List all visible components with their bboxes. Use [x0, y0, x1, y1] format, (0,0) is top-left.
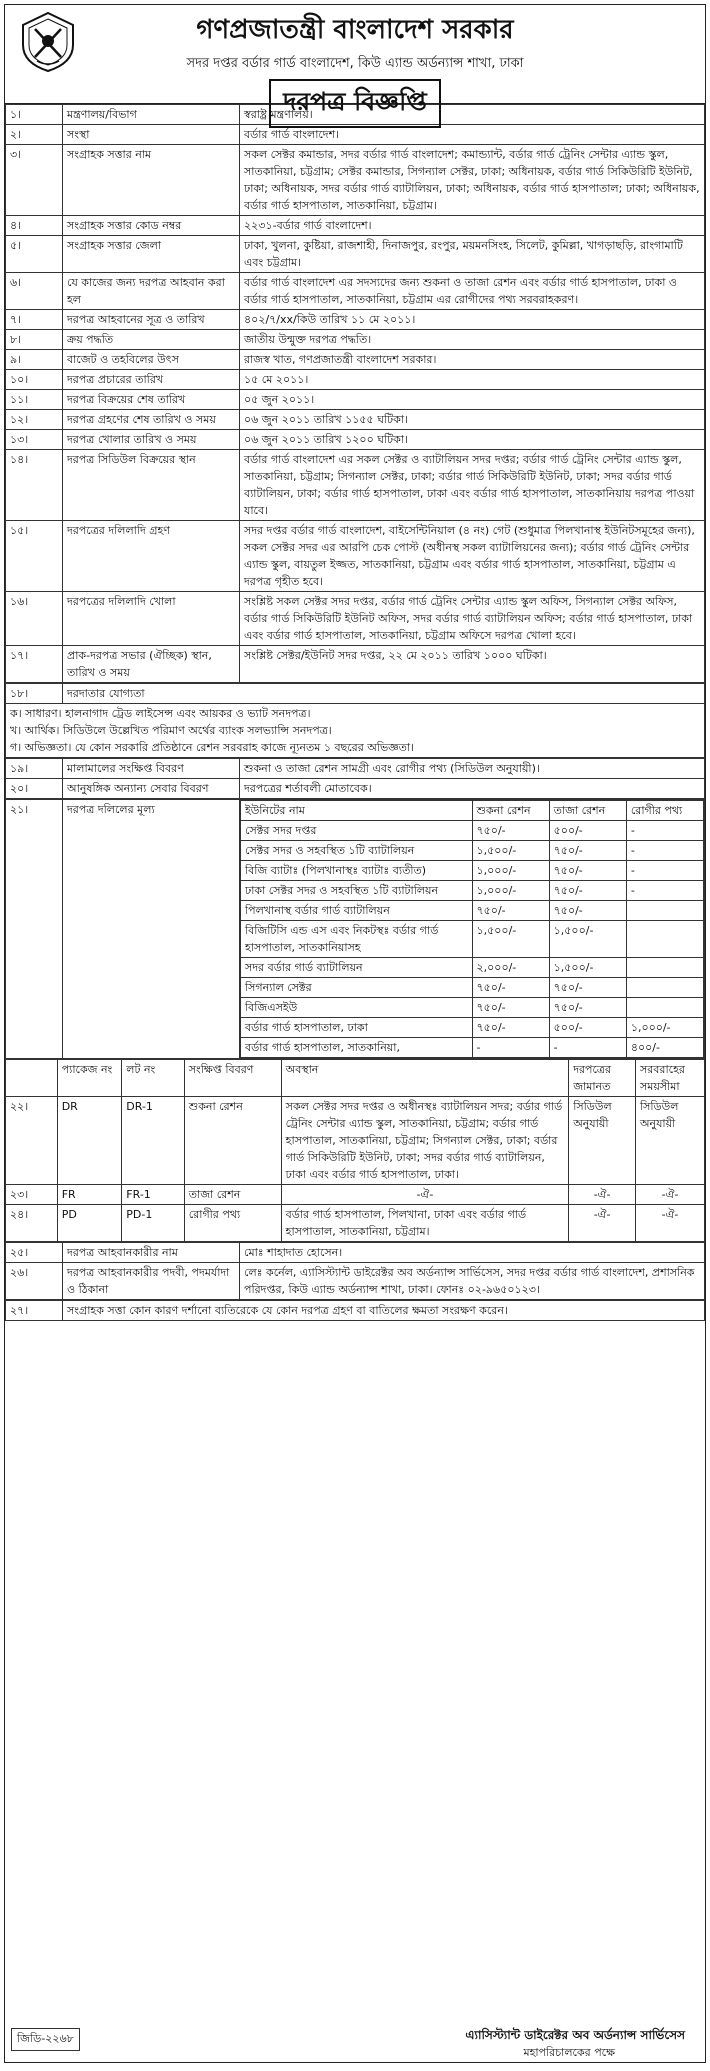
package-header-row: [6, 1060, 705, 1097]
qualification-item: খ। আর্থিক। সিডিউলে উল্লেখিত পরিমাণ অর্থের ব্যাংক সলভ্যান্সি সনদপত্র।: [10, 724, 332, 737]
package-table: [5, 1059, 705, 1242]
row-serial: ৮।: [6, 330, 63, 350]
row-serial: ১৩।: [6, 430, 63, 450]
row-label: মালামালের সংক্ষিপ্ত বিবরণ: [63, 759, 240, 779]
package-location: -ঐ-: [281, 1185, 569, 1205]
detail-row: [6, 350, 705, 370]
price-value: ৭৫০/-: [549, 881, 626, 901]
row-serial: ১৫।: [6, 521, 63, 592]
bgb-emblem-icon: [19, 11, 77, 73]
document-price-table: [5, 799, 705, 1059]
qualification-item: গ। অভিজ্ঞতা। যে কোন সরকারি প্রতিষ্ঠানে রেশন সরবরাহ কাজে ন্যূনতম ১ বছরের অভিজ্ঞতা।: [10, 741, 415, 754]
price-value: -: [626, 881, 703, 901]
price-value: ২,০০০/-: [472, 958, 549, 978]
price-value: ১,০০০/-: [626, 1018, 703, 1038]
row-value: সকল সেক্টর কমান্ডার, সদর বর্ডার গার্ড বাংলাদেশ; কমান্ড্যান্ট, বর্ডার গার্ড ট্রেনিং সেন্টার এ্যান্ড স্কুল, সাতকানিয়া, চট্টগ্রাম; সেক্টর কমান্ডার, সিগন্যাল সেক্টর, ঢাকা; অধিনায়ক, বর্ডার গার্ড সিকিউরিটি ইউনিট, ঢাকা; অধিনায়ক, সদর বর্ডার গার্ড ব্যাটালিয়ন, ঢাকা; অধিনায়ক, বর্ডার গার্ড হাসপাতাল; ঢাকা; অধিনায়ক, বর্ডার গার্ড হাসপাতাল, সাতকানিয়া, চট্টগ্রাম।: [240, 145, 705, 216]
unit-name: বিজিটিসি এন্ড এস এবং নিকটস্থঃ বর্ডার গার্ড হাসপাতাল, সাতকানিয়াসহ: [241, 921, 473, 958]
price-value: ৭৫০/-: [549, 978, 626, 998]
price-row: [241, 841, 704, 861]
row-value: সংশ্লিষ্ট সকল সেক্টর সদর দপ্তর, বর্ডার গার্ড ট্রেনিং সেন্টার এ্যান্ড স্কুল অফিস, সিগন্যাল সেক্টর অফিস, বর্ডার গার্ড সিকিউরিটি ইউনিট অফিস, সদর বর্ডার গার্ড ব্যাটালিয়ন অফিস; বর্ডার গার্ড হাসপাতাল, ঢাকা এবং বর্ডার গার্ড হাসপাতাল, সাতকানিয়া, চট্টগ্রাম অফিসে দরপত্র খোলা হবে।: [240, 592, 705, 646]
package-row: [6, 1205, 705, 1242]
row-serial: ২১।: [6, 800, 63, 1059]
unit-name: সদর বর্ডার গার্ড ব্যাটালিয়ন: [241, 958, 473, 978]
package-description: শুকনা রেশন: [184, 1097, 281, 1185]
row-value: বর্ডার গার্ড বাংলাদেশ এর সদস্যদের জন্য শুকনা ও তাজা রেশন এবং বর্ডার গার্ড হাসপাতাল, ঢাকা ও বর্ডার গার্ড হাসপাতাল, সাতকানিয়া, চট্টগ্রাম এর রোগীদের পথ্য সরবরাহকরণ।: [240, 273, 705, 310]
row-serial: ১০।: [6, 370, 63, 390]
detail-row: [6, 310, 705, 330]
row-value: মোঃ শাহাদাত হোসেন।: [240, 1243, 705, 1263]
price-value: ১,০০০/-: [472, 861, 549, 881]
row-serial: ৫।: [6, 236, 63, 273]
package-header-cell: প্যাকেজ নং: [57, 1060, 122, 1097]
qualification-block: [63, 684, 705, 704]
package-delivery-time: -ঐ-: [635, 1185, 704, 1205]
package-number: DR: [57, 1097, 122, 1185]
qualification-title: দরদাতার যোগ্যতা: [67, 687, 145, 700]
detail-row: [6, 390, 705, 410]
price-value: -: [549, 1038, 626, 1058]
row-label: দরপত্র দলিলের মূল্য: [63, 800, 240, 1059]
package-delivery-time: সিডিউল অনুযায়ী: [635, 1097, 704, 1185]
row-value: স্বরাষ্ট্র মন্ত্রণালয়।: [240, 105, 705, 125]
qualification-section: [5, 683, 705, 758]
package-number: PD: [57, 1205, 122, 1242]
qualification-items: [6, 704, 705, 758]
row-label: সংস্থা: [63, 125, 240, 145]
price-value: ৭৫০/-: [549, 841, 626, 861]
row-serial: ৯।: [6, 350, 63, 370]
row-serial: ৬।: [6, 273, 63, 310]
row-value: ঢাকা, খুলনা, কুষ্টিয়া, রাজশাহী, দিনাজপুর, রংপুর, ময়মনসিংহ, সিলেট, কুমিল্লা, খাগড়াছড়ি, রাংগামাটি এবং চট্টগ্রাম।: [240, 236, 705, 273]
package-security: -ঐ-: [569, 1185, 636, 1205]
price-row: [241, 958, 704, 978]
unit-name: সিগন্যাল সেক্টর: [241, 978, 473, 998]
row-serial: ২২।: [6, 1097, 58, 1185]
row-label: দরপত্র খোলার তারিখ ও সময়: [63, 430, 240, 450]
unit-name: বিজি ব্যাটাঃ (পিলখানাস্থঃ ব্যাটাঃ ব্যতীত): [241, 861, 473, 881]
row-label: দরপত্র আহবানকারীর নাম: [63, 1243, 240, 1263]
row-serial: ১২।: [6, 410, 63, 430]
row-serial: ২৬।: [6, 1263, 63, 1300]
row-serial: ২।: [6, 125, 63, 145]
price-value: ৭৫০/-: [472, 978, 549, 998]
price-header-cell: রোগীর পথ্য: [626, 801, 703, 821]
unit-name: সেক্টর সদর দপ্তর: [241, 821, 473, 841]
detail-row: [6, 521, 705, 592]
package-row: [6, 1097, 705, 1185]
row-value: ৪০২/৭/xx/কিউ তারিখ ১১ মে ২০১১।: [240, 310, 705, 330]
row-serial: ১।: [6, 105, 63, 125]
package-header-cell: লট নং: [122, 1060, 184, 1097]
price-value: ৫০০/-: [549, 821, 626, 841]
price-value: ১,৫০০/-: [549, 921, 626, 958]
package-header-cell: সংক্ষিপ্ত বিবরণ: [184, 1060, 281, 1097]
row-value: লেঃ কর্নেল, এ্যাসিস্ট্যান্ট ডাইরেক্টর অব অর্ডন্যান্স সার্ভিসেস, সদর দপ্তর বর্ডার গার্ড বাংলাদেশ, প্রশাসনিক পরিদপ্তর, কিউ এ্যান্ড অর্ডন্যান্স শাখা, ঢাকা। ফোনঃ ০২-৯৬৫০১২৩।: [240, 1263, 705, 1300]
row-label: দরপত্রের দলিলাদি খোলা: [63, 592, 240, 646]
detail-row: [6, 216, 705, 236]
package-header-cell: অবস্থান: [281, 1060, 569, 1097]
row-value: দরপত্রের শর্তাবলী মোতাবেক।: [240, 779, 705, 799]
row-value: ০৬ জুন ২০১১ তারিখ ১১৫৫ ঘটিকা।: [240, 410, 705, 430]
row-label: দরপত্র সিডিউল বিক্রয়ের স্থান: [63, 450, 240, 521]
row-label: দরপত্র প্রচারের তারিখ: [63, 370, 240, 390]
row-serial: ১৬।: [6, 592, 63, 646]
price-value: ৭৫০/-: [472, 901, 549, 921]
row-label: সংগ্রাহক সত্তার নাম: [63, 145, 240, 216]
price-value: ৪০০/-: [626, 1038, 703, 1058]
row-value: জাতীয় উন্মুক্ত দরপত্র পদ্ধতি।: [240, 330, 705, 350]
price-value: ৫০০/-: [549, 1018, 626, 1038]
unit-name: বর্ডার গার্ড হাসপাতাল, ঢাকা: [241, 1018, 473, 1038]
price-row: [241, 978, 704, 998]
lot-number: FR-1: [122, 1185, 184, 1205]
signatory-title: এ্যাসিস্ট্যান্ট ডাইরেক্টর অব অর্ডন্যান্স সার্ভিসেস: [465, 2028, 685, 2042]
price-value: ৭৫০/-: [549, 861, 626, 881]
price-value: ৭৫০/-: [472, 1018, 549, 1038]
row-label: দরপত্র আহবানের সূত্র ও তারিখ: [63, 310, 240, 330]
price-row: [241, 1038, 704, 1058]
detail-row: [6, 1263, 705, 1300]
package-number: FR: [57, 1185, 122, 1205]
row-value: সদর দপ্তর বর্ডার গার্ড বাংলাদেশ, বাইসেন্টিনিয়াল (৪ নং) গেট (শুধুমাত্র পিলখানাস্থ ইউনিটসমূহের জন্য), সকল সেক্টর সদর এর আরপি চেক পোস্ট (অধীনস্থ সকল ব্যাটালিয়নের জন্য); বর্ডার গার্ড ট্রেনিং সেন্টার এ্যান্ড স্কুল, বায়তুল ইজ্জত, সাতকানিয়া, চট্টগ্রাম এবং বর্ডার গার্ড হাসপাতাল, সাতকানিয়া, চট্টগ্রাম এ দরপত্র গৃহীত হবে।: [240, 521, 705, 592]
row-value: ১৫ মে ২০১১।: [240, 370, 705, 390]
row-value: বর্ডার গার্ড বাংলাদেশ।: [240, 125, 705, 145]
unit-name: বিজিএসইউ: [241, 998, 473, 1018]
lot-number: DR-1: [122, 1097, 184, 1185]
closing-text: সংগ্রাহক সত্তা কোন কারণ দর্শানো ব্যতিরেকে যে কোন দরপত্র গ্রহণ বা বাতিলের ক্ষমতা সংরক্ষণ করেন।: [63, 1301, 705, 1321]
row-serial: ১১।: [6, 390, 63, 410]
notice-title: দরপত্র বিজ্ঞপ্তি: [269, 79, 441, 128]
row-label: সংগ্রাহক সত্তার জেলা: [63, 236, 240, 273]
package-location: সকল সেক্টর সদর দপ্তর ও অধীনস্থঃ ব্যাটালিয়ন সদর; বর্ডার গার্ড ট্রেনিং সেন্টার এ্যান্ড স্কুল, সাতকানিয়া, চট্টগ্রাম; বর্ডার গার্ড হাসপাতাল, সাতকানিয়া, চট্টগ্রাম; সিগন্যাল সেক্টর, ঢাকা; বর্ডার গার্ড সিকিউরিটি ইউনিট, ঢাকা; সদর বর্ডার গার্ড ব্যাটালিয়ন, ঢাকা এবং বর্ডার গার্ড হাসপাতাল, ঢাকা।: [281, 1097, 569, 1185]
row-serial: ২৩।: [6, 1185, 58, 1205]
tender-details-table: [5, 104, 705, 683]
price-row: [241, 861, 704, 881]
detail-row: [6, 450, 705, 521]
row-serial: ৩।: [6, 145, 63, 216]
row-serial: ১৮।: [6, 684, 63, 704]
price-value: ৭৫০/-: [472, 998, 549, 1018]
price-value: [626, 901, 703, 921]
lot-number: PD-1: [122, 1205, 184, 1242]
goods-table: [5, 758, 705, 799]
package-row: [6, 1185, 705, 1205]
row-serial: ২০।: [6, 779, 63, 799]
detail-row: [6, 145, 705, 216]
price-value: [626, 978, 703, 998]
price-value: [626, 998, 703, 1018]
price-header-cell: শুকনা রেশন: [472, 801, 549, 821]
detail-row: [6, 236, 705, 273]
row-serial: ১৯।: [6, 759, 63, 779]
price-value: ১,৫০০/-: [472, 921, 549, 958]
row-serial: ৪।: [6, 216, 63, 236]
price-grid: [240, 800, 704, 1058]
row-serial: ২৭।: [6, 1301, 63, 1321]
package-description: রোগীর পথ্য: [184, 1205, 281, 1242]
row-label: যে কাজের জন্য দরপত্র আহবান করা হল: [63, 273, 240, 310]
row-label: মন্ত্রণালয়/বিভাগ: [63, 105, 240, 125]
package-delivery-time: -ঐ-: [635, 1205, 704, 1242]
government-title: গণপ্রজাতন্ত্রী বাংলাদেশ সরকার: [196, 15, 514, 45]
detail-row: [6, 430, 705, 450]
reference-number: জিডি-২২৬৮: [11, 2028, 80, 2051]
price-value: ৭৫০/-: [549, 998, 626, 1018]
detail-row: [6, 759, 705, 779]
signatory-subtitle: মহাপরিচালকের পক্ষে: [523, 2046, 615, 2059]
row-value: ২২৩১-বর্ডার গার্ড বাংলাদেশ।: [240, 216, 705, 236]
price-value: -: [472, 1038, 549, 1058]
package-location: বর্ডার গার্ড হাসপাতাল, পিলখানা, ঢাকা এবং বর্ডার গার্ড হাসপাতাল, সাতকানিয়া, চট্টগ্রাম।: [281, 1205, 569, 1242]
office-subtitle: সদর দপ্তর বর্ডার গার্ড বাংলাদেশ, কিউ এ্যান্ড অর্ডন্যান্স শাখা, ঢাকা: [186, 56, 524, 71]
notice-footer: [5, 2024, 705, 2062]
row-label: বাজেট ও তহবিলের উৎস: [63, 350, 240, 370]
price-value: -: [626, 861, 703, 881]
unit-name: সেক্টর সদর ও সহবস্থিত ১টি ব্যাটালিয়ন: [241, 841, 473, 861]
price-row: [241, 821, 704, 841]
package-description: তাজা রেশন: [184, 1185, 281, 1205]
price-header-row: [241, 801, 704, 821]
price-row: [241, 998, 704, 1018]
row-label: আনুষঙ্গিক অন্যান্য সেবার বিবরণ: [63, 779, 240, 799]
price-value: [626, 958, 703, 978]
unit-name: পিলখানাস্থ বর্ডার গার্ড ব্যাটালিয়ন: [241, 901, 473, 921]
row-label: দরপত্র বিক্রয়ের শেষ তারিখ: [63, 390, 240, 410]
row-label: প্রাক-দরপত্র সভার (ঐচ্ছিক) স্থান, তারিখ ও সময়: [63, 646, 240, 683]
issuer-table: [5, 1242, 705, 1300]
row-value: ০৬ জুন ২০১১ তারিখ ১২০০ ঘটিকা।: [240, 430, 705, 450]
price-value: ৭৫০/-: [472, 821, 549, 841]
detail-row: [6, 410, 705, 430]
detail-row: [6, 273, 705, 310]
row-label: সংগ্রাহক সত্তার কোড নম্বর: [63, 216, 240, 236]
price-value: ৭৫০/-: [549, 901, 626, 921]
qualification-item: ক। সাধারণ। হালনাগাদ ট্রেড লাইসেন্স এবং আয়কর ও ভ্যাট সনদপত্র।: [10, 707, 311, 720]
price-row: [241, 881, 704, 901]
price-value: [626, 921, 703, 958]
row-serial: ২৪।: [6, 1205, 58, 1242]
row-serial: ২৫।: [6, 1243, 63, 1263]
price-row: [241, 901, 704, 921]
detail-row: [6, 1243, 705, 1263]
package-header-cell: সরবরাহের সময়সীমা: [635, 1060, 704, 1097]
row-value: বর্ডার গার্ড বাংলাদেশ এর সকল সেক্টর ও ব্যাটালিয়ন সদর দপ্তর; বর্ডার গার্ড ট্রেনিং সেন্টার এ্যান্ড স্কুল, সাতকানিয়া, চট্টগ্রাম; সিগন্যাল সেক্টর, ঢাকা; বর্ডার গার্ড সিকিউরিটি ইউনিট, ঢাকা; সদর বর্ডার গার্ড ব্যাটালিয়ন, ঢাকা; বর্ডার গার্ড হাসপাতাল, ঢাকা এবং বর্ডার গার্ড হাসপাতাল, সাতকানিয়ায় দরপত্র পাওয়া যাবে।: [240, 450, 705, 521]
package-header-cell: দরপত্রের জামানত: [569, 1060, 636, 1097]
price-grid-cell: [240, 800, 705, 1059]
row-serial: ৭।: [6, 310, 63, 330]
detail-row: [6, 779, 705, 799]
price-value: ১,৫০০/-: [549, 958, 626, 978]
row-label: দরপত্র আহবানকারীর পদবী, পদমর্যাদা ও ঠিকানা: [63, 1263, 240, 1300]
price-header-cell: ইউনিটের নাম: [241, 801, 473, 821]
price-value: ১,০০০/-: [472, 881, 549, 901]
row-value: সংশ্লিষ্ট সেক্টর/ইউনিট সদর দপ্তর, ২২ মে ২০১১ তারিখ ১০০০ ঘটিকা।: [240, 646, 705, 683]
detail-row: [6, 646, 705, 683]
detail-row: [6, 370, 705, 390]
package-security: সিডিউল অনুযায়ী: [569, 1097, 636, 1185]
row-serial: ১৭।: [6, 646, 63, 683]
row-value: ০৫ জুন ২০১১।: [240, 390, 705, 410]
row-value: রাজস্ব খাত, গণপ্রজাতন্ত্রী বাংলাদেশ সরকার।: [240, 350, 705, 370]
row-label: দরপত্রের দলিলাদি গ্রহণ: [63, 521, 240, 592]
price-row: [241, 921, 704, 958]
row-label: ক্রয় পদ্ধতি: [63, 330, 240, 350]
price-value: -: [626, 821, 703, 841]
price-header-cell: তাজা রেশন: [549, 801, 626, 821]
closing-row: [5, 1300, 705, 1321]
price-value: ১,৫০০/-: [472, 841, 549, 861]
tender-notice-page: [4, 4, 706, 2063]
unit-name: ঢাকা সেক্টর সদর ও সহবস্থিত ১টি ব্যাটালিয়ন: [241, 881, 473, 901]
row-label: দরপত্র গ্রহণের শেষ তারিখ ও সময়: [63, 410, 240, 430]
price-row: [241, 1018, 704, 1038]
package-security: -ঐ-: [569, 1205, 636, 1242]
package-header-spacer: [6, 1060, 58, 1097]
row-value: শুকনা ও তাজা রেশন সামগ্রী এবং রোগীর পথ্য (সিডিউল অনুযায়ী)।: [240, 759, 705, 779]
row-serial: ১৪।: [6, 450, 63, 521]
price-value: -: [626, 841, 703, 861]
detail-row: [6, 330, 705, 350]
detail-row: [6, 592, 705, 646]
unit-name: বর্ডার গার্ড হাসপাতাল, সাতকানিয়া,: [241, 1038, 473, 1058]
